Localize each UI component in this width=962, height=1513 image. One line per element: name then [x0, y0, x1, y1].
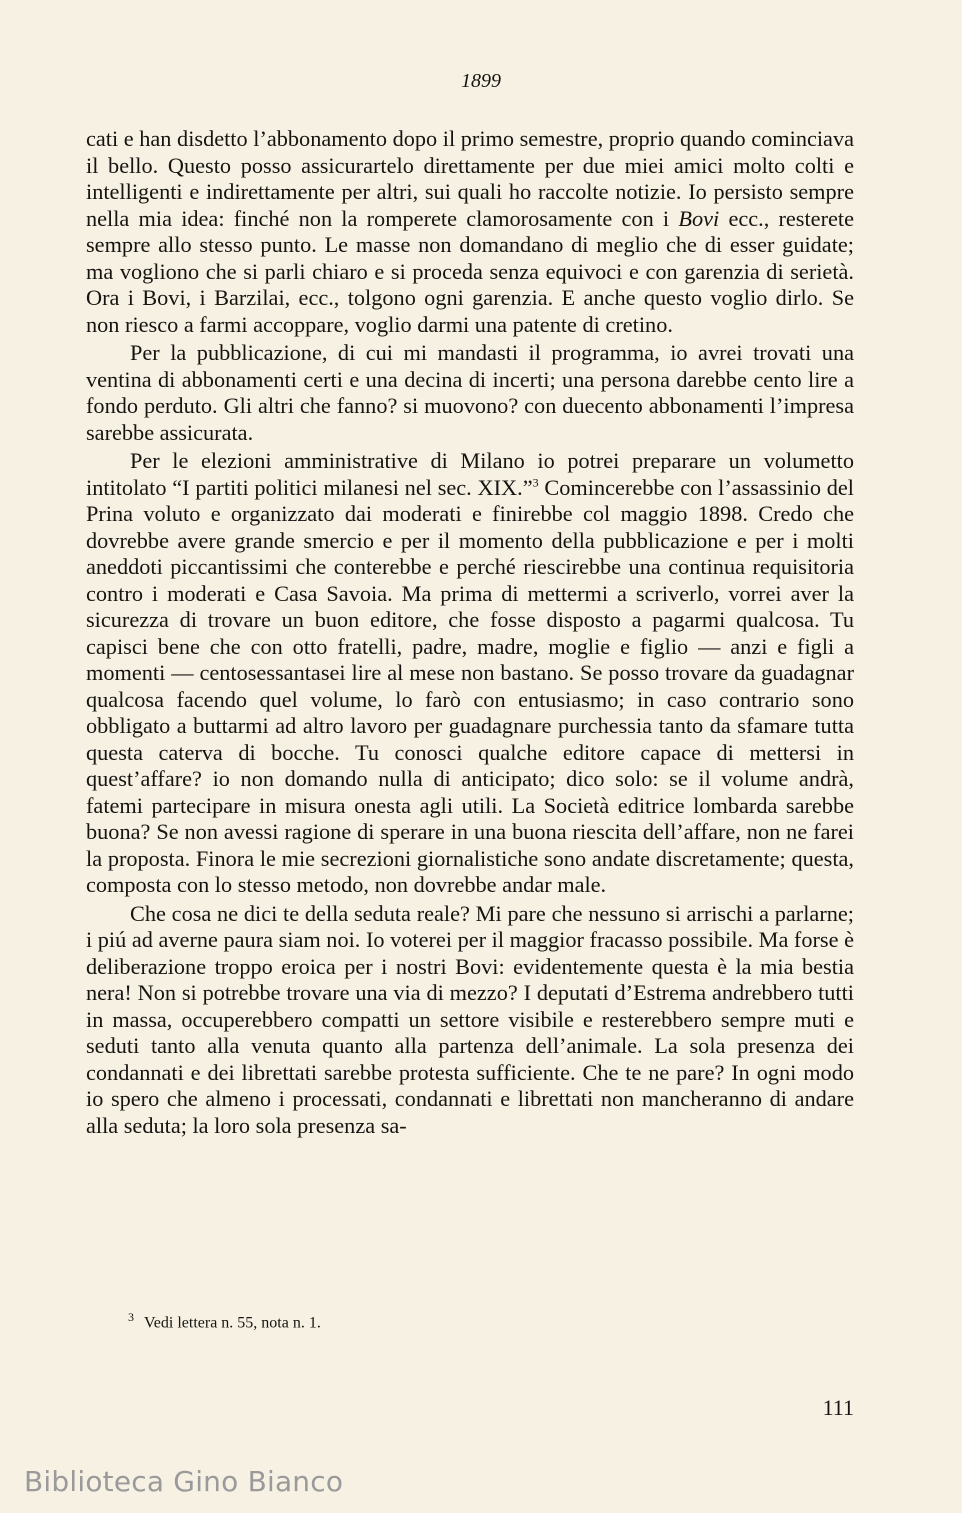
- body-text: [86, 126, 854, 1139]
- footnote-mark: 3: [128, 1310, 134, 1324]
- footnote-ref: 3: [532, 475, 539, 490]
- library-watermark: Biblioteca Gino Bianco: [24, 1465, 344, 1498]
- paragraph-4: Che cosa ne dici te della seduta reale? Mi pare che nessuno si arrischi a parlarne; i piú ad averne paura siam noi. Io voterei per il maggior fracasso possibile. Ma forse è deliberazione troppo eroica per i nostri Bovi: evidentemente questa è la mia bestia nera! Non si potrebbe trovare una via di mezzo? I deputati d’Estrema andrebbero tutti in massa, occuperebbero compatti un settore visibile e resterebbero sempre muti e seduti tanto alla venuta quanto alla partenza dell’animale. La sola presenza dei condannati e dei librettati sarebbe protesta sufficiente. Che te ne pare? In ogni modo io spero che almeno i processati, condannati e librettati non mancheranno di andare alla seduta; la loro sola presenza sa-: [86, 900, 854, 1138]
- running-header: 1899: [461, 70, 501, 92]
- paragraph-3-start: Per le elezioni amministrative di Milano io potrei preparare un volumetto intitolato “I partiti politici milanesi nel sec. XIX.”: [86, 448, 854, 500]
- paragraph-3: [86, 448, 854, 899]
- footnote: [128, 1310, 321, 1332]
- footnote-text: Vedi lettera n. 55, nota n. 1.: [144, 1314, 321, 1332]
- paragraph-3-end: Comincerebbe con l’assassinio del Prina voluto e organizzato dai moderati e finirebbe col maggio 1898. Credo che dovrebbe avere grande smercio e per il momento della pubblicazione e per i molti aneddoti piccantissimi che conterebbe e perché riescirebbe una continua requisitoria contro i moderati e Casa Savoia. Ma prima di mettermi a scriverlo, vorrei aver la sicurezza di trovare un buon editore, che fosse disposto a pagarmi qualcosa. Tu capisci bene che con otto fratelli, padre, madre, moglie e figlio — anzi e figli a momenti — centosessantasei lire al mese non bastano. Se posso trovare da guadagnar qualcosa facendo quel volume, lo farò con entusiasmo; in caso contrario sono obbligato a buttarmi ad altro lavoro per guadagnare purchessia tanto da sfamare tutta questa caterva di bocche. Tu conosci qualche editore capace di mettersi in quest’affare? io non domando nulla di anticipato; dico solo: se il volume andrà, fatemi partecipare in misura onesta agli utili. La Società editrice lombarda sarebbe buona? Se non avessi ragione di sperare in una buona riescita dell’affare, non ne farei la proposta. Finora le mie secrezioni giornalistiche sono andate discretamente; questa, composta con lo stesso metodo, non dovrebbe andar male.: [86, 474, 854, 897]
- paragraph-1-text: cati e han disdetto l’abbonamento dopo il primo semestre, proprio quando cominciava il bello. Questo posso assicurartelo direttamente per due miei amici molto colti e intelligenti e indirettamente per altri, sui quali ho raccolte notizie. Io persisto sempre nella mia idea: finché non la romperete clamorosamente con i: [86, 126, 854, 231]
- paragraph-1-end: ecc., resterete sempre allo stesso punto. Le masse non domandano di meglio che di esser guidate; ma vogliono che si parli chiaro e si proceda senza equivoci e con garenzia di serietà. Ora i Bovi, i Barzilai, ecc., tolgono ogni garenzia. E anche questo voglio dirlo. Se non riesco a farmi accoppare, voglio darmi una patente di cretino.: [86, 205, 854, 337]
- page-number: 111: [822, 1395, 854, 1420]
- italic-bovi: Bovi: [678, 205, 720, 231]
- paragraph-1: [86, 126, 854, 338]
- paragraph-2: Per la pubblicazione, di cui mi mandasti il programma, io avrei trovati una ventina di abbonamenti certi e una decina di incerti; una persona darebbe cento lire a fondo perduto. Gli altri che fanno? si muovono? con duecento abbonamenti l’impresa sarebbe assicurata.: [86, 340, 854, 445]
